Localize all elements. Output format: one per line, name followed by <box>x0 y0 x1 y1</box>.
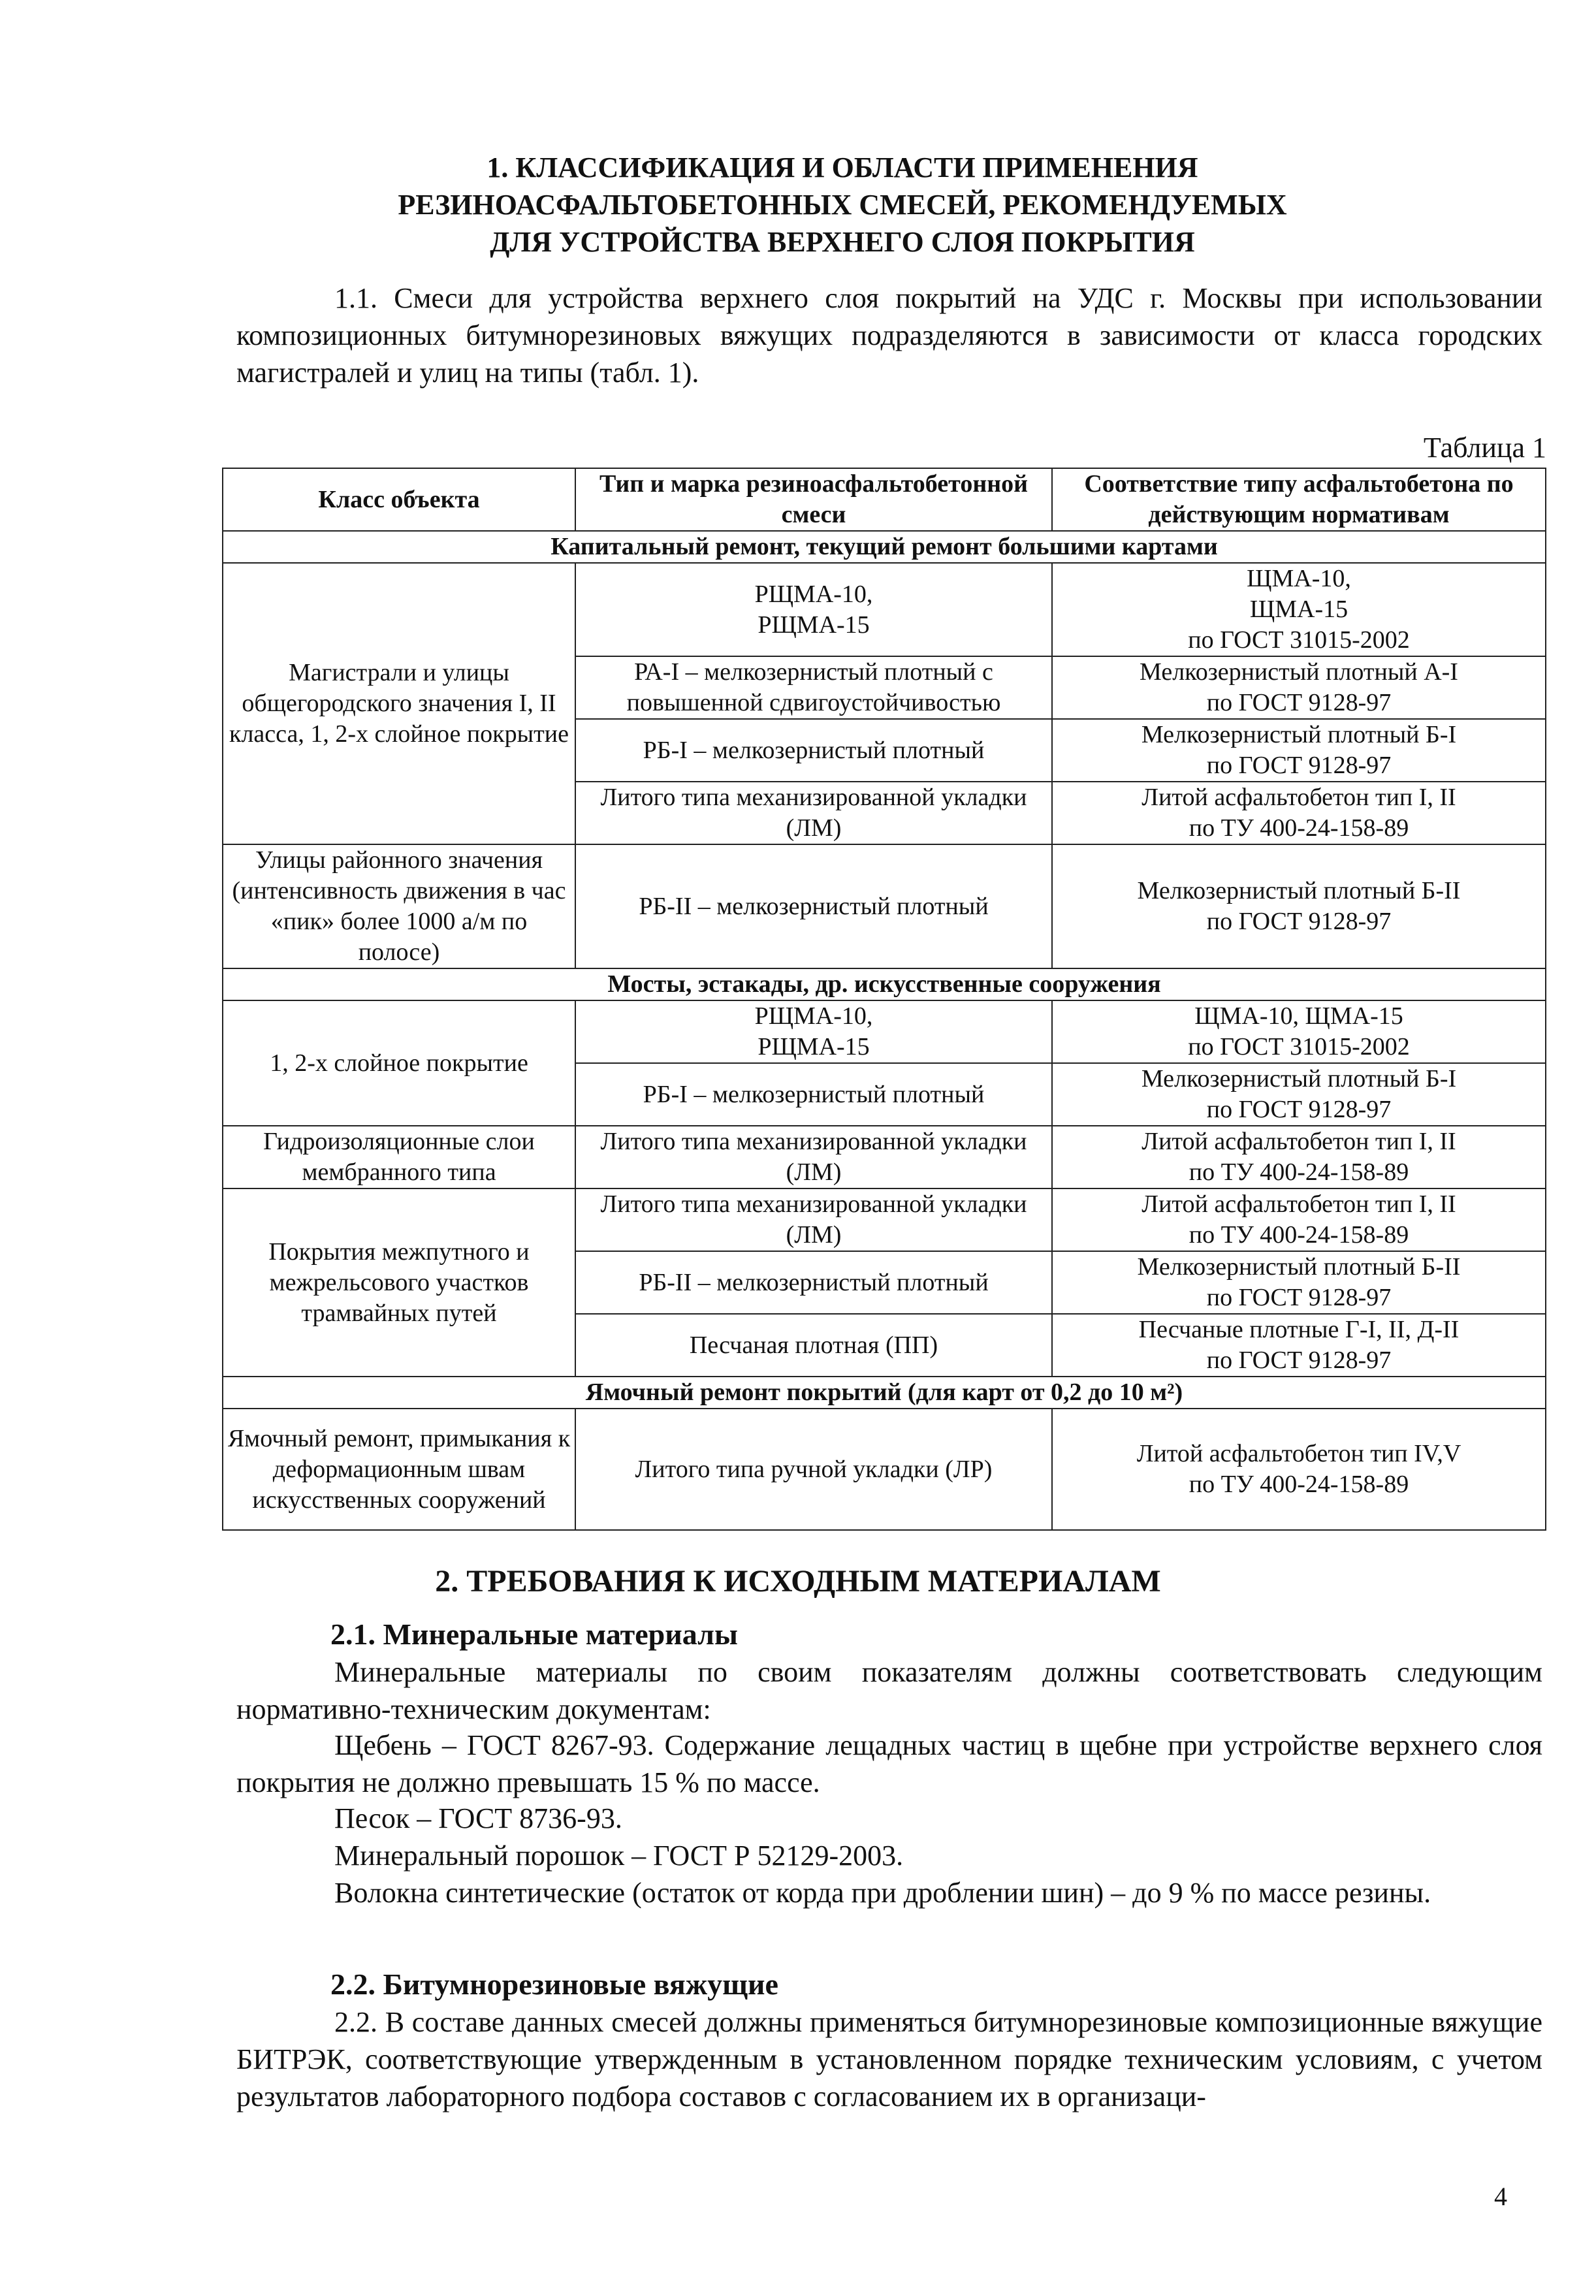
standard-text: ЩМА-10, ЩМА-15 по ГОСТ 31015-2002 <box>1188 565 1410 654</box>
section-row <box>223 968 1546 1000</box>
mix-cell: РБ-I – мелкозернистый плотный <box>575 1063 1052 1126</box>
table-row <box>223 844 1546 968</box>
class-cell: Ямочный ремонт, примыкания к деформационным швам искусственных сооружений <box>223 1409 575 1530</box>
standard-cell: ЩМА-10, ЩМА-15 по ГОСТ 31015-2002 <box>1052 1000 1546 1063</box>
paragraph-fibers: Волокна синтетические (остаток от корда при дроблении шин) – до 9 % по массе резины. <box>334 1877 1431 1909</box>
section-row <box>223 531 1546 563</box>
paragraph-mineral-powder: Минеральный порошок – ГОСТ Р 52129-2003. <box>334 1840 904 1872</box>
mix-cell: РБ-I – мелкозернистый плотный <box>575 719 1052 782</box>
mix-cell: РБ-II – мелкозернистый плотный <box>575 1251 1052 1314</box>
paragraph-1-1: 1.1. Смеси для устройства верхнего слоя покрытий на УДС г. Москвы при использовании композиционных битумнорезиновых вяжущих подразделяются в зависимости от класса городских магистралей и улиц на типы (табл. 1). <box>236 282 1542 389</box>
subsection-2-2-title: 2.2. Битумнорезиновые вяжущие <box>330 1968 778 2001</box>
header-mix-type: Тип и марка резиноасфальтобетонной смеси <box>575 468 1052 531</box>
standard-cell: Литой асфальтобетон тип I, II по ТУ 400-24-158-89 <box>1052 1126 1546 1188</box>
section-1-title-line-3: ДЛЯ УСТРОЙСТВА ВЕРХНЕГО СЛОЯ ПОКРЫТИЯ <box>490 226 1195 258</box>
paragraph-sand: Песок – ГОСТ 8736-93. <box>334 1802 622 1834</box>
standard-cell: Мелкозернистый плотный Б-I по ГОСТ 9128-97 <box>1052 1063 1546 1126</box>
section-pothole-repair: Ямочный ремонт покрытий (для карт от 0,2 до 10 м²) <box>223 1377 1546 1409</box>
table-row <box>223 1000 1546 1063</box>
paragraph-2-1-intro: Минеральные материалы по своим показателям должны соответствовать следующим нормативно-техническим документам: <box>236 1656 1542 1725</box>
section-1-title-line-1: 1. КЛАССИФИКАЦИЯ И ОБЛАСТИ ПРИМЕНЕНИЯ <box>487 151 1198 183</box>
class-cell: Гидроизоляционные слои мембранного типа <box>223 1126 575 1188</box>
standard-cell: Мелкозернистый плотный Б-II по ГОСТ 9128-97 <box>1052 844 1546 968</box>
mix-cell: Литого типа механизированной укладки (ЛМ) <box>575 782 1052 844</box>
standard-cell: Песчаные плотные Г-I, II, Д-II по ГОСТ 9128-97 <box>1052 1314 1546 1377</box>
class-cell: Улицы районного значения (интенсивность движения в час «пик» более 1000 а/м по полосе) <box>223 844 575 968</box>
header-object-class: Класс объекта <box>223 468 575 531</box>
mix-cell <box>575 563 1052 656</box>
table-row <box>223 563 1546 656</box>
class-cell: 1, 2-х слойное покрытие <box>223 1000 575 1126</box>
paragraph-binders: 2.2. В составе данных смесей должны применяться битумнорезиновые композиционные вяжущие БИТРЭК, соответствующие утвержденным в установленном порядке техническим условиям, с учетом результатов лабораторного подбора составов с согласованием их в организаци- <box>236 2006 1542 2113</box>
mix-cell: Литого типа ручной укладки (ЛР) <box>575 1409 1052 1530</box>
table-header-row <box>223 468 1546 531</box>
mix-cell: Литого типа механизированной укладки (ЛМ) <box>575 1126 1052 1188</box>
standard-cell: Мелкозернистый плотный А-I по ГОСТ 9128-97 <box>1052 656 1546 719</box>
mix-cell: РБ-II – мелкозернистый плотный <box>575 844 1052 968</box>
section-1-title-line-2: РЕЗИНОАСФАЛЬТОБЕТОННЫХ СМЕСЕЙ, РЕКОМЕНДУЕМЫХ <box>398 189 1287 221</box>
header-standard: Соответствие типу асфальтобетона по действующим нормативам <box>1052 468 1546 531</box>
section-2-title: 2. ТРЕБОВАНИЯ К ИСХОДНЫМ МАТЕРИАЛАМ <box>435 1564 1161 1599</box>
table-row <box>223 1409 1546 1530</box>
classification-table <box>222 468 1546 1531</box>
mix-text: РЩМА-10, РЩМА-15 <box>754 580 873 639</box>
subsection-2-1-title: 2.1. Минеральные материалы <box>330 1618 738 1651</box>
mix-cell: Песчаная плотная (ПП) <box>575 1314 1052 1377</box>
mix-cell: Литого типа механизированной укладки (ЛМ) <box>575 1188 1052 1251</box>
standard-cell: Литой асфальтобетон тип I, II по ТУ 400-24-158-89 <box>1052 1188 1546 1251</box>
paragraph-crushed-stone: Щебень – ГОСТ 8267-93. Содержание лещадных частиц в щебне при устройстве верхнего слоя покрытия не должно превышать 15 % по массе. <box>236 1729 1542 1798</box>
class-cell: Магистрали и улицы общегородского значения I, II класса, 1, 2-х слойное покрытие <box>223 563 575 844</box>
standard-cell: Мелкозернистый плотный Б-I по ГОСТ 9128-97 <box>1052 719 1546 782</box>
section-row <box>223 1377 1546 1409</box>
section-capital-repair: Капитальный ремонт, текущий ремонт большими картами <box>223 531 1546 563</box>
table-row <box>223 1126 1546 1188</box>
standard-cell: Литой асфальтобетон тип I, II по ТУ 400-24-158-89 <box>1052 782 1546 844</box>
section-1-title <box>196 149 1489 261</box>
mix-cell: РЩМА-10, РЩМА-15 <box>575 1000 1052 1063</box>
page-number: 4 <box>1494 2182 1507 2211</box>
table-caption: Таблица 1 <box>1423 432 1546 464</box>
standard-cell: Литой асфальтобетон тип IV,V по ТУ 400-24-158-89 <box>1052 1409 1546 1530</box>
mix-cell: РА-I – мелкозернистый плотный с повышенной сдвигоустойчивостью <box>575 656 1052 719</box>
section-bridges: Мосты, эстакады, др. искусственные сооружения <box>223 968 1546 1000</box>
standard-cell: Мелкозернистый плотный Б-II по ГОСТ 9128-97 <box>1052 1251 1546 1314</box>
standard-cell <box>1052 563 1546 656</box>
class-cell: Покрытия межпутного и межрельсового участков трамвайных путей <box>223 1188 575 1377</box>
table-row <box>223 1188 1546 1251</box>
